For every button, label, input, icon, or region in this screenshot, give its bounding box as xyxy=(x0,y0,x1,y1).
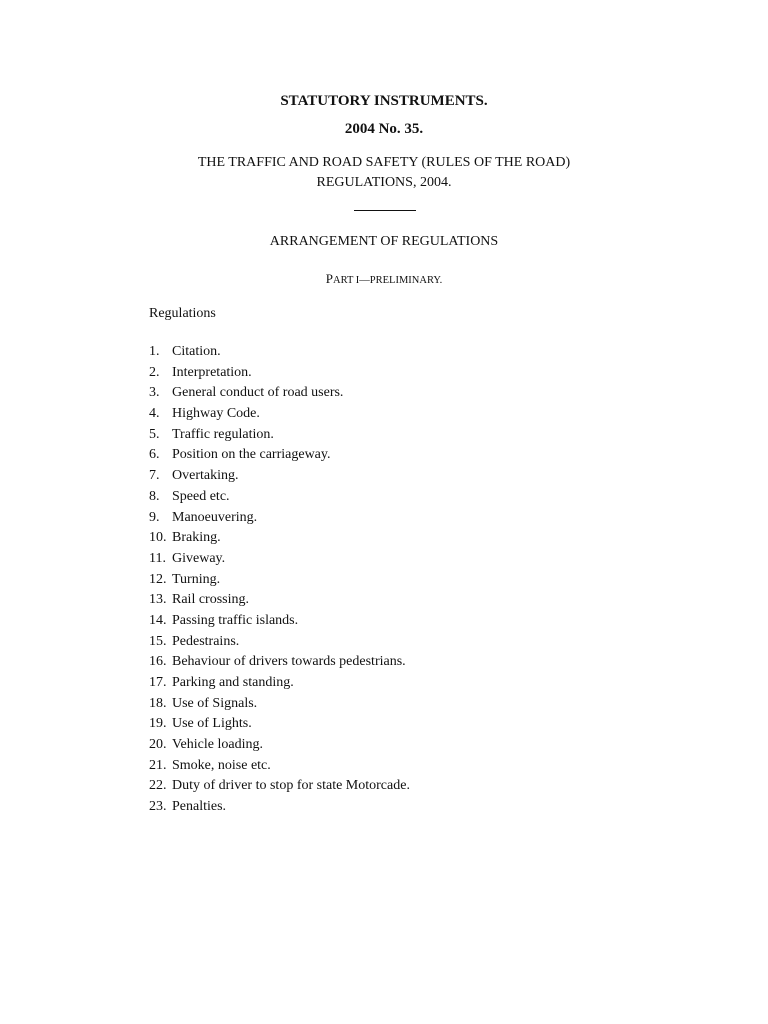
regulation-item xyxy=(149,652,410,673)
regulation-title: Parking and standing. xyxy=(172,675,294,690)
regulation-item xyxy=(149,632,410,653)
regulation-title: Traffic regulation. xyxy=(172,426,274,442)
regulation-item xyxy=(149,425,410,446)
regulation-number: 23. xyxy=(149,799,167,815)
regulation-item xyxy=(149,508,410,529)
regulation-title: Vehicle loading. xyxy=(172,737,263,753)
regulation-item xyxy=(149,466,410,487)
regulation-number: 4. xyxy=(149,406,160,422)
regulation-item xyxy=(149,797,410,818)
part-heading-initial: P xyxy=(325,271,333,286)
regulation-item xyxy=(149,735,410,756)
document-title: STATUTORY INSTRUMENTS. xyxy=(280,93,488,109)
regulation-number: 3. xyxy=(149,385,160,401)
regulation-title: Behaviour of drivers towards pedestrians. xyxy=(172,654,406,670)
regulation-title: Pedestrains. xyxy=(172,633,240,649)
regulation-title: Manoeuvering. xyxy=(172,509,258,525)
regulation-number: 1. xyxy=(149,344,160,359)
regulation-item xyxy=(149,404,410,425)
regulation-number: 19. xyxy=(149,716,167,732)
part-heading xyxy=(0,271,768,287)
regulation-item xyxy=(149,363,410,384)
regulation-title: Position on the carriageway. xyxy=(172,447,331,463)
regulation-number: 21. xyxy=(149,757,167,773)
regulation-item xyxy=(149,549,410,570)
regulation-number: 11. xyxy=(149,550,166,566)
regulations-list xyxy=(149,342,410,818)
regulation-number: 8. xyxy=(149,488,160,504)
regulation-item xyxy=(149,445,410,466)
regulation-item xyxy=(149,694,410,715)
regulation-item xyxy=(149,570,410,591)
regulation-title: Passing traffic islands. xyxy=(172,612,299,628)
regulation-title: Citation. xyxy=(172,344,221,359)
regulation-item xyxy=(149,487,410,508)
regulation-number: 16. xyxy=(149,654,167,670)
regulation-number: 9. xyxy=(149,509,160,525)
regulation-number: 13. xyxy=(149,592,167,608)
regulation-item xyxy=(149,611,410,632)
regulation-item xyxy=(149,756,410,777)
regulation-item xyxy=(149,776,410,797)
regulation-item xyxy=(149,383,410,404)
subtitle-line-1: THE TRAFFIC AND ROAD SAFETY (RULES OF THE ROAD) xyxy=(197,155,571,170)
regulation-title: Overtaking. xyxy=(172,468,239,484)
regulation-item xyxy=(149,528,410,549)
regulation-number: 15. xyxy=(149,633,167,649)
regulation-number: 17. xyxy=(149,675,167,690)
regulation-title: Use of Signals. xyxy=(172,695,258,711)
regulation-number: 12. xyxy=(149,571,167,587)
regulations-subtitle xyxy=(0,153,768,193)
regulation-number: 10. xyxy=(149,530,167,546)
regulation-title: Duty of driver to stop for state Motorcade. xyxy=(172,778,410,794)
regulation-item xyxy=(149,590,410,611)
regulation-number: 20. xyxy=(149,737,167,753)
regulation-item xyxy=(149,714,410,735)
regulation-title: Braking. xyxy=(172,530,221,546)
regulation-title: Speed etc. xyxy=(172,488,230,504)
instrument-number: 2004 No. 35. xyxy=(344,121,424,137)
regulation-title: Smoke, noise etc. xyxy=(172,757,271,773)
regulation-number: 18. xyxy=(149,695,167,711)
part-heading-middle: ART I—P xyxy=(332,275,376,286)
regulation-item xyxy=(149,673,410,694)
arrangement-heading: ARRANGEMENT OF REGULATIONS xyxy=(269,234,499,249)
regulation-title: Penalties. xyxy=(172,799,227,815)
regulation-item xyxy=(149,342,410,363)
subtitle-line-2: REGULATIONS, 2004. xyxy=(316,175,452,190)
regulation-title: Turning. xyxy=(172,571,221,587)
regulation-title: General conduct of road users. xyxy=(172,385,344,401)
regulation-title: Use of Lights. xyxy=(172,716,252,732)
regulation-title: Giveway. xyxy=(172,550,226,566)
regulation-number: 2. xyxy=(149,364,160,380)
regulations-label: Regulations xyxy=(149,306,216,321)
regulation-title: Interpretation. xyxy=(172,364,252,380)
regulation-number: 14. xyxy=(149,612,167,628)
regulation-number: 7. xyxy=(149,468,160,484)
regulation-title: Rail crossing. xyxy=(172,592,249,608)
regulation-number: 22. xyxy=(149,778,167,794)
divider-rule xyxy=(354,210,416,211)
regulation-number: 6. xyxy=(149,447,160,463)
regulation-title: Highway Code. xyxy=(172,406,260,422)
regulation-number: 5. xyxy=(149,426,160,442)
part-heading-rest: RELIMINARY. xyxy=(375,275,443,286)
